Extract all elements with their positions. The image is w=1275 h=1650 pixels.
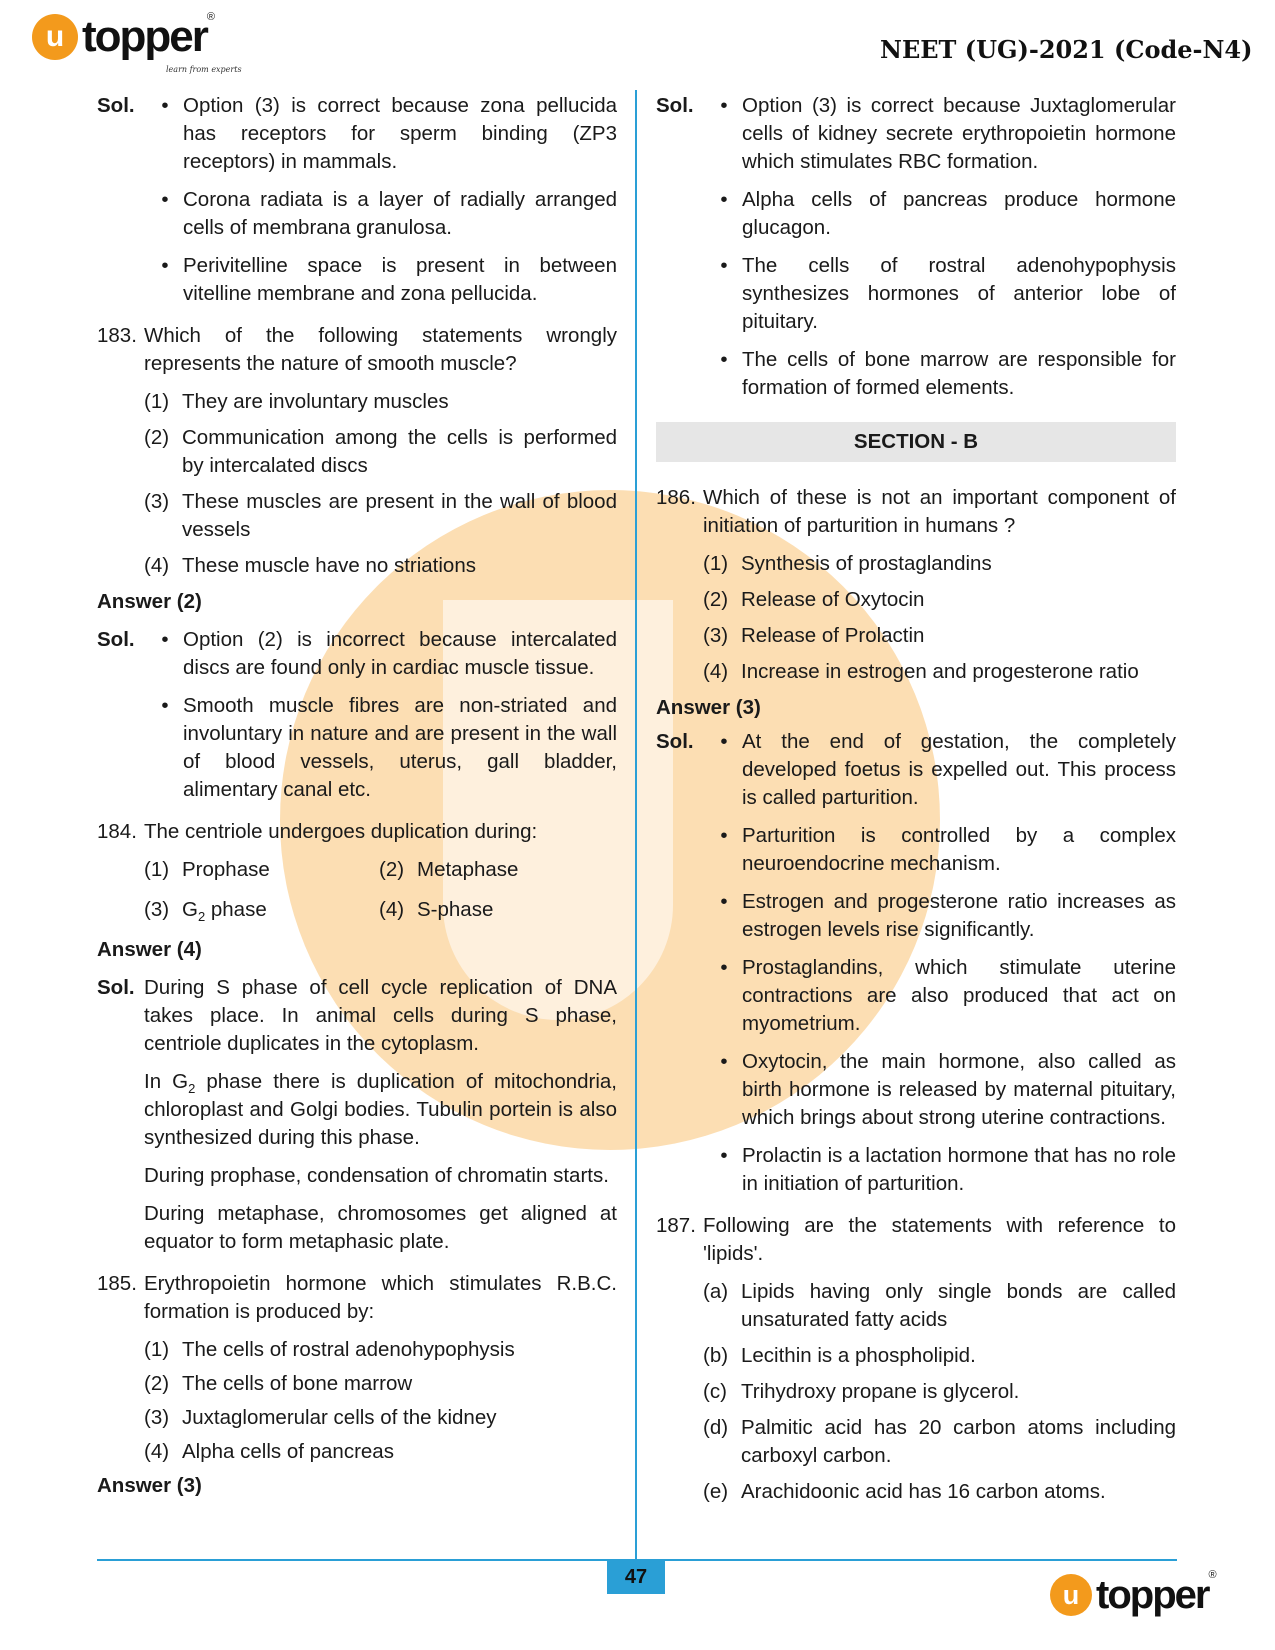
option-item (144, 1404, 617, 1432)
option-number: (1) (703, 552, 729, 575)
option-item (703, 622, 1176, 650)
solution-text: The cells of rostral adenohypophysis synthesizes hormones of anterior lobe of pituitary. (742, 254, 1176, 333)
bullet-icon: • (720, 1144, 728, 1167)
statement-item (703, 1478, 1176, 1506)
solution-text: Estrogen and progesterone ratio increases as estrogen levels rise significantly. (742, 890, 1176, 941)
bullet-icon: • (720, 730, 728, 753)
logo-tagline: learn from experts (166, 65, 242, 74)
option-number: (2) (144, 1372, 170, 1395)
option-item (379, 856, 614, 884)
answer-label: Answer (2) (97, 590, 202, 613)
statement-item (703, 1278, 1176, 1334)
solution-bullet (147, 692, 617, 804)
option-text: Increase in estrogen and progesterone ratio (741, 660, 1139, 683)
left-column (97, 92, 617, 1510)
solution-bullet (706, 954, 1176, 1038)
column-divider (635, 90, 637, 1565)
solution-text: Prostaglandins, which stimulate uterine contractions are also produced that act on myometrium. (742, 956, 1176, 1035)
sol-label: Sol. (97, 628, 135, 651)
bullet-icon: • (720, 1050, 728, 1073)
solution-bullet (656, 728, 1176, 812)
question-number: 187. (656, 1214, 696, 1237)
option-number: (3) (144, 490, 170, 513)
bullet-icon: • (720, 348, 728, 371)
statement-item (703, 1414, 1176, 1470)
option-item (144, 896, 379, 924)
question-text: Erythropoietin hormone which stimulates R.B.C. formation is produced by: (144, 1272, 617, 1323)
option-item (703, 658, 1176, 686)
option-grid (144, 856, 617, 924)
right-column (656, 92, 1176, 1514)
solution-text: Option (3) is correct because zona pellucida has receptors for sperm binding (ZP3 receptors) in mammals. (183, 94, 617, 173)
exam-title: NEET (UG)-2021 (Code-N4) (880, 35, 1253, 64)
statement-letter: (e) (703, 1480, 729, 1503)
question-185 (97, 1270, 617, 1326)
logo-u-icon: u (32, 14, 78, 60)
option-item (144, 488, 617, 544)
question-number: 183. (97, 324, 137, 347)
solution-bullet (706, 1142, 1176, 1198)
option-number: (3) (703, 624, 729, 647)
solution-text: Perivitelline space is present in between vitelline membrane and zona pellucida. (183, 254, 617, 305)
question-number: 184. (97, 820, 137, 843)
para-text: phase there is duplication of mitochondria, chloroplast and Golgi bodies. Tubulin portein is also synthesized during this phase. (144, 1070, 617, 1149)
option-text: Release of Oxytocin (741, 588, 925, 611)
answer-label: Answer (3) (97, 1474, 202, 1497)
bullet-icon: • (720, 254, 728, 277)
option-number: (4) (144, 554, 170, 577)
bullet-icon: • (720, 890, 728, 913)
option-item (703, 586, 1176, 614)
option-number: (3) (144, 898, 170, 921)
answer-label: Answer (4) (97, 938, 202, 961)
option-text: Alpha cells of pancreas (182, 1440, 394, 1463)
bullet-icon: • (161, 254, 169, 277)
option-number: (4) (379, 898, 405, 921)
option-text: They are involuntary muscles (182, 390, 449, 413)
option-text: S-phase (417, 898, 494, 921)
option-item (144, 856, 379, 884)
question-187 (656, 1212, 1176, 1268)
bullet-icon: • (161, 694, 169, 717)
option-item (144, 388, 617, 416)
option-text: Juxtaglomerular cells of the kidney (182, 1406, 497, 1429)
solution-text: Option (2) is incorrect because intercalated discs are found only in cardiac muscle tissue. (183, 628, 617, 679)
solution-bullet (706, 186, 1176, 242)
solution-bullet (97, 92, 617, 176)
option-number: (1) (144, 1338, 170, 1361)
subscript: 2 (188, 1081, 196, 1097)
solution-paragraph (144, 1068, 617, 1152)
statement-letter: (c) (703, 1380, 727, 1403)
solution-bullet (147, 252, 617, 308)
option-item (144, 1370, 617, 1398)
statement-letter: (a) (703, 1280, 729, 1303)
solution-text: Prolactin is a lactation hormone that has no role in initiation of parturition. (742, 1144, 1176, 1195)
solution-bullet (147, 186, 617, 242)
para-text: In G (144, 1070, 189, 1093)
option-item (379, 896, 614, 924)
statement-text: Palmitic acid has 20 carbon atoms including carboxyl carbon. (741, 1416, 1176, 1467)
statement-letter: (b) (703, 1344, 729, 1367)
header-logo (32, 11, 215, 61)
option-text: Metaphase (417, 858, 519, 881)
statement-text: Trihydroxy propane is glycerol. (741, 1380, 1020, 1403)
solution-bullet (656, 92, 1176, 176)
bullet-icon: • (161, 628, 169, 651)
solution-text: Alpha cells of pancreas produce hormone glucagon. (742, 188, 1176, 239)
solution-text: Smooth muscle fibres are non-striated and involuntary in nature and are present in the wall of blood vessels, uterus, gall bladder, alimentary canal etc. (183, 694, 617, 801)
solution-paragraph (97, 974, 617, 1058)
bullet-icon: • (720, 94, 728, 117)
question-text: Which of these is not an important component of initiation of parturition in humans ? (703, 486, 1176, 537)
option-text: The cells of rostral adenohypophysis (182, 1338, 515, 1361)
option-item (144, 1336, 617, 1364)
solution-text: Parturition is controlled by a complex neuroendocrine mechanism. (742, 824, 1176, 875)
question-number: 185. (97, 1272, 137, 1295)
option-text: Communication among the cells is performed by intercalated discs (182, 426, 617, 477)
option-number: (3) (144, 1406, 170, 1429)
solution-bullet (706, 252, 1176, 336)
option-text-main: G (182, 898, 198, 921)
logo-wordmark: topper (82, 12, 207, 61)
solution-text: During S phase of cell cycle replication of DNA takes place. In animal cells during S phase, centriole duplicates in the cytoplasm. (144, 976, 617, 1055)
logo-registered-mark: ® (206, 11, 215, 23)
question-183 (97, 322, 617, 378)
solution-bullet (97, 626, 617, 682)
solution-text: Option (3) is correct because Juxtaglomerular cells of kidney secrete erythropoietin hormone which stimulates RBC formation. (742, 94, 1176, 173)
solution-text: Corona radiata is a layer of radially arranged cells of membrana granulosa. (183, 188, 617, 239)
statement-text: Lecithin is a phospholipid. (741, 1344, 976, 1367)
option-text-suffix: phase (205, 898, 267, 921)
statement-item (703, 1378, 1176, 1406)
option-number: (2) (703, 588, 729, 611)
page-number: 47 (607, 1560, 665, 1594)
option-item (703, 550, 1176, 578)
statement-item (703, 1342, 1176, 1370)
solution-paragraph: During prophase, condensation of chromatin starts. (144, 1164, 609, 1187)
option-text: The cells of bone marrow (182, 1372, 413, 1395)
footer-logo (1050, 1569, 1217, 1617)
bullet-icon: • (161, 94, 169, 117)
option-item (144, 552, 617, 580)
bullet-icon: • (720, 824, 728, 847)
bullet-icon: • (161, 188, 169, 211)
option-text: Synthesis of prostaglandins (741, 552, 992, 575)
sol-label: Sol. (97, 94, 135, 117)
solution-text: At the end of gestation, the completely developed foetus is expelled out. This process is called parturition. (742, 730, 1176, 809)
option-number: (4) (144, 1440, 170, 1463)
option-number: (2) (144, 426, 170, 449)
bullet-icon: • (720, 188, 728, 211)
option-number: (1) (144, 390, 170, 413)
option-text: Release of Prolactin (741, 624, 925, 647)
bullet-icon: • (720, 956, 728, 979)
question-text: Following are the statements with reference to 'lipids'. (703, 1214, 1176, 1265)
subscript: 2 (197, 909, 206, 925)
solution-bullet (706, 822, 1176, 878)
solution-bullet (706, 888, 1176, 944)
logo-u-icon: u (1050, 1574, 1092, 1616)
sol-label: Sol. (656, 730, 694, 753)
question-text: The centriole undergoes duplication during: (144, 820, 538, 843)
statement-text: Lipids having only single bonds are called unsaturated fatty acids (741, 1280, 1176, 1331)
option-text: Prophase (182, 858, 270, 881)
sol-label: Sol. (97, 976, 135, 999)
solution-text: The cells of bone marrow are responsible for formation of formed elements. (742, 348, 1176, 399)
option-text: These muscle have no striations (182, 554, 476, 577)
sol-label: Sol. (656, 94, 694, 117)
answer-label: Answer (3) (656, 696, 761, 719)
option-number: (1) (144, 858, 170, 881)
solution-bullet (706, 346, 1176, 402)
question-number: 186. (656, 486, 696, 509)
section-heading: SECTION - B (656, 422, 1176, 462)
option-text (182, 896, 267, 924)
statement-letter: (d) (703, 1416, 729, 1439)
option-item (144, 424, 617, 480)
question-186 (656, 484, 1176, 540)
logo-wordmark: topper (1096, 1573, 1209, 1617)
option-number: (4) (703, 660, 729, 683)
solution-paragraph: During metaphase, chromosomes get aligned at equator to form metaphasic plate. (144, 1202, 617, 1253)
solution-text: Oxytocin, the main hormone, also called as birth hormone is released by maternal pituitary, which brings about strong uterine contractions. (742, 1050, 1176, 1129)
question-184 (97, 818, 617, 846)
option-number: (2) (379, 858, 405, 881)
question-text: Which of the following statements wrongly represents the nature of smooth muscle? (144, 324, 617, 375)
solution-bullet (706, 1048, 1176, 1132)
option-item (144, 1438, 617, 1466)
statement-text: Arachidoonic acid has 16 carbon atoms. (741, 1480, 1106, 1503)
logo-registered-mark: ® (1208, 1569, 1217, 1581)
option-text: These muscles are present in the wall of blood vessels (182, 490, 617, 541)
